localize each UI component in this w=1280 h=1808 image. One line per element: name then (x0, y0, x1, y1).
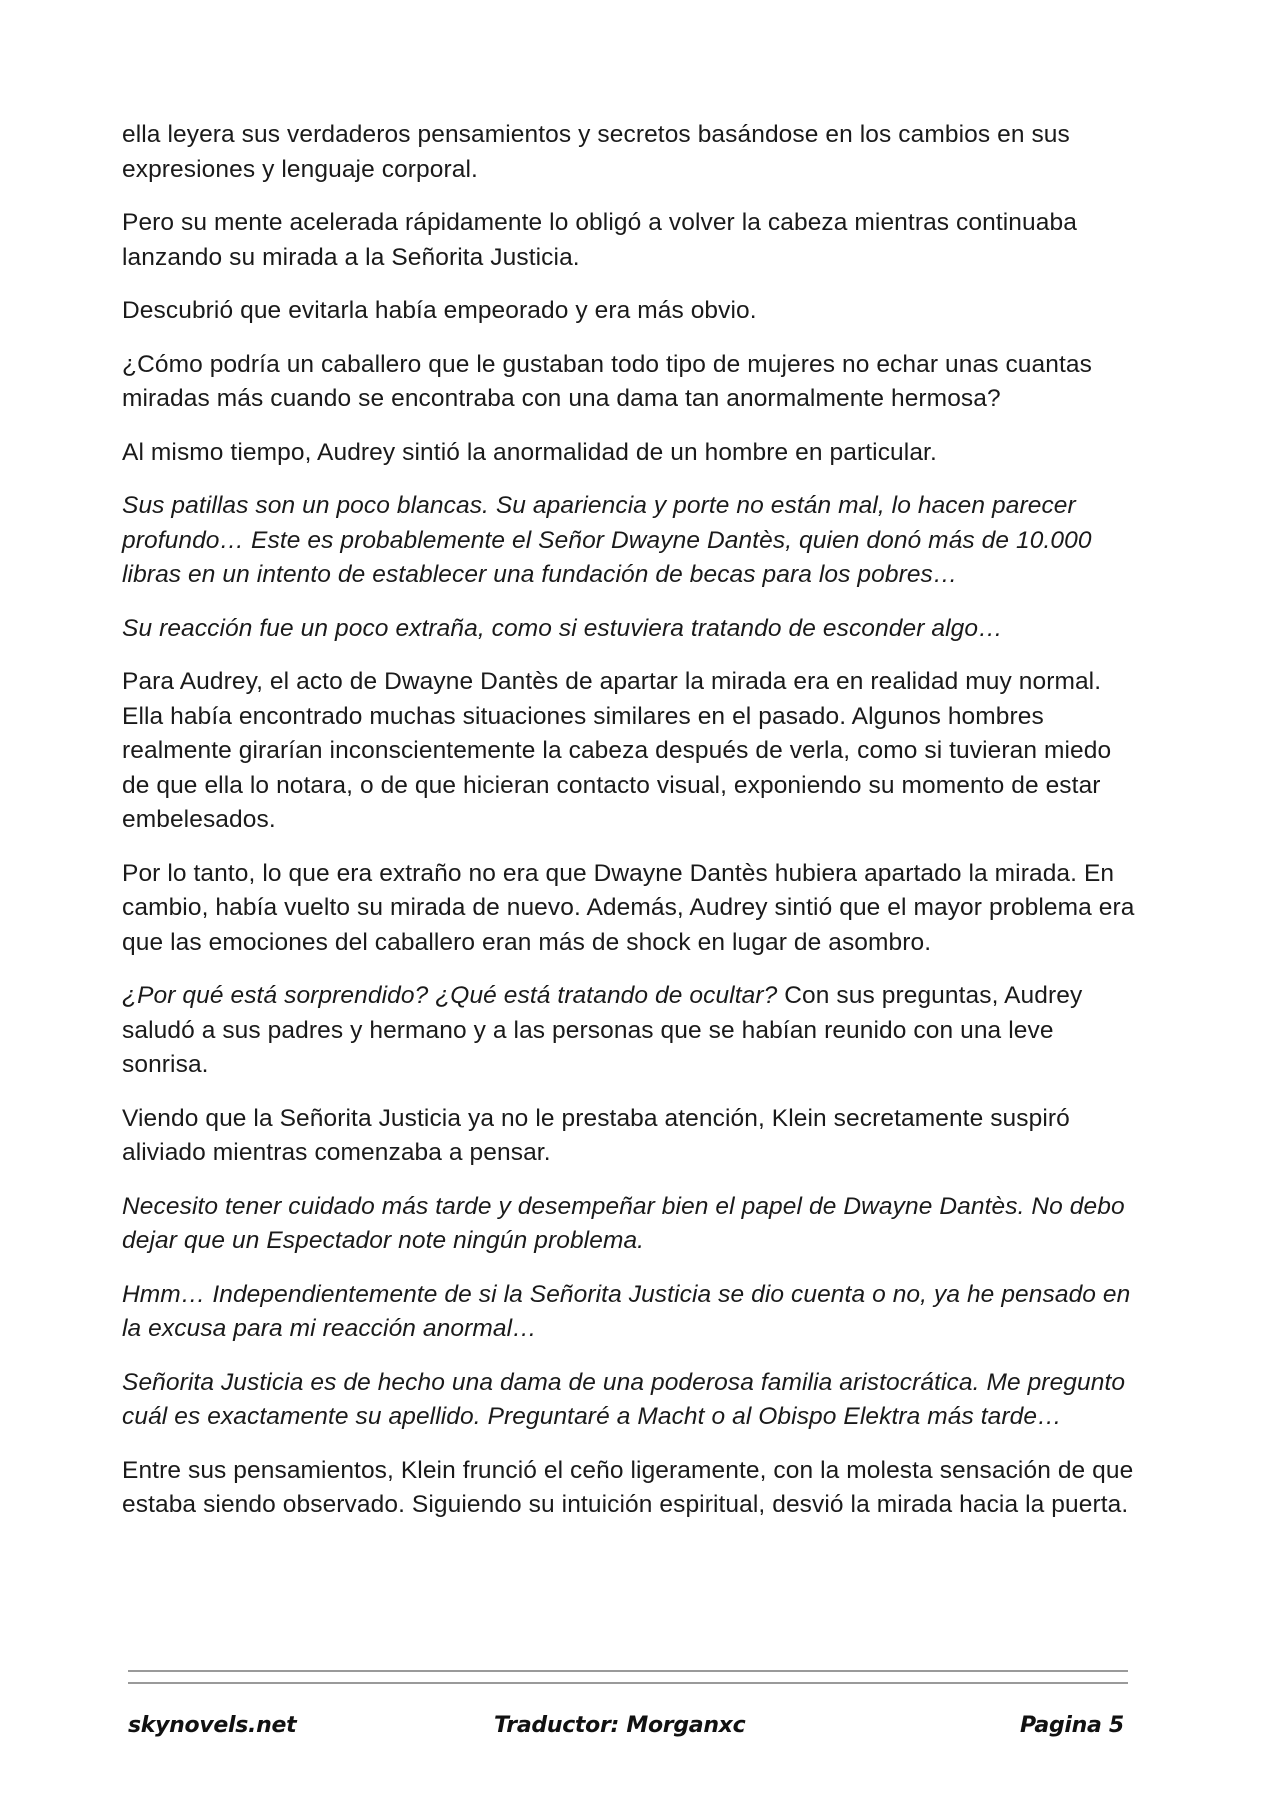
footer-divider-bottom (128, 1682, 1128, 1684)
paragraph-text: Con sus preguntas, Audrey saludó a sus padres y hermano y a las personas que se habían reunido con una leve sonrisa. (122, 982, 1083, 1078)
paragraph: Viendo que la Señorita Justicia ya no le prestaba atención, Klein secretamente suspiró aliviado mientras comenzaba a pensar. (122, 1104, 1070, 1166)
paragraph: Descubrió que evitarla había empeorado y era más obvio. (122, 297, 757, 324)
thought-paragraph: Sus patillas son un poco blancas. Su apariencia y porte no están mal, lo hacen parecer profundo… Este es probablemente el Señor Dwayne Dantès, quien donó más de 10.000 libras en un intento de establecer una fundación de becas para los pobres… (122, 492, 1092, 588)
footer-page-number: Pagina 5 (1020, 1713, 1124, 1738)
footer-translator: Traductor: Morganxc (494, 1713, 746, 1738)
thought-paragraph: Su reacción fue un poco extraña, como si estuviera tratando de esconder algo… (122, 614, 1003, 642)
paragraph: Pero su mente acelerada rápidamente lo obligó a volver la cabeza mientras continuaba lanzando su mirada a la Señorita Justicia. (122, 209, 1077, 271)
paragraph: Entre sus pensamientos, Klein frunció el ceño ligeramente, con la molesta sensación de que estaba siendo observado. Siguiendo su intuición espiritual, desvió la mirada hacia la puerta. (122, 1456, 1134, 1518)
body-text (122, 118, 1142, 1542)
paragraph: Para Audrey, el acto de Dwayne Dantès de apartar la mirada era en realidad muy normal. Ella había encontrado muchas situaciones similares en el pasado. Algunos hombres realmente girarían inconscientemente la cabeza después de verla, como si tuvieran miedo de que ella lo notara, o de que hicieran contacto visual, exponiendo su momento de estar embelesados. (122, 668, 1112, 833)
thought-inline: ¿Por qué está sorprendido? ¿Qué está tratando de ocultar? (122, 982, 778, 1009)
thought-paragraph: Necesito tener cuidado más tarde y desempeñar bien el papel de Dwayne Dantès. No debo dejar que un Espectador note ningún problema. (122, 1192, 1125, 1254)
footer-divider-top (128, 1670, 1128, 1672)
paragraph: ¿Cómo podría un caballero que le gustaban todo tipo de mujeres no echar unas cuantas miradas más cuando se encontraba con una dama tan anormalmente hermosa? (122, 350, 1092, 412)
paragraph: ella leyera sus verdaderos pensamientos y secretos basándose en los cambios en sus expresiones y lenguaje corporal. (122, 121, 1070, 183)
paragraph: Por lo tanto, lo que era extraño no era que Dwayne Dantès hubiera apartado la mirada. En cambio, había vuelto su mirada de nuevo. Además, Audrey sintió que el mayor problema era que las emociones del caballero eran más de shock en lugar de asombro. (122, 859, 1135, 956)
footer-site: skynovels.net (128, 1713, 297, 1738)
thought-paragraph: Señorita Justicia es de hecho una dama de una poderosa familia aristocrática. Me pregunto cuál es exactamente su apellido. Preguntaré a Macht o al Obispo Elektra más tarde… (122, 1368, 1126, 1430)
paragraph: Al mismo tiempo, Audrey sintió la anormalidad de un hombre en particular. (122, 438, 937, 466)
paragraph (122, 979, 1142, 1083)
thought-paragraph: Hmm… Independientemente de si la Señorita Justicia se dio cuenta o no, ya he pensado en la excusa para mi reacción anormal… (122, 1280, 1131, 1342)
